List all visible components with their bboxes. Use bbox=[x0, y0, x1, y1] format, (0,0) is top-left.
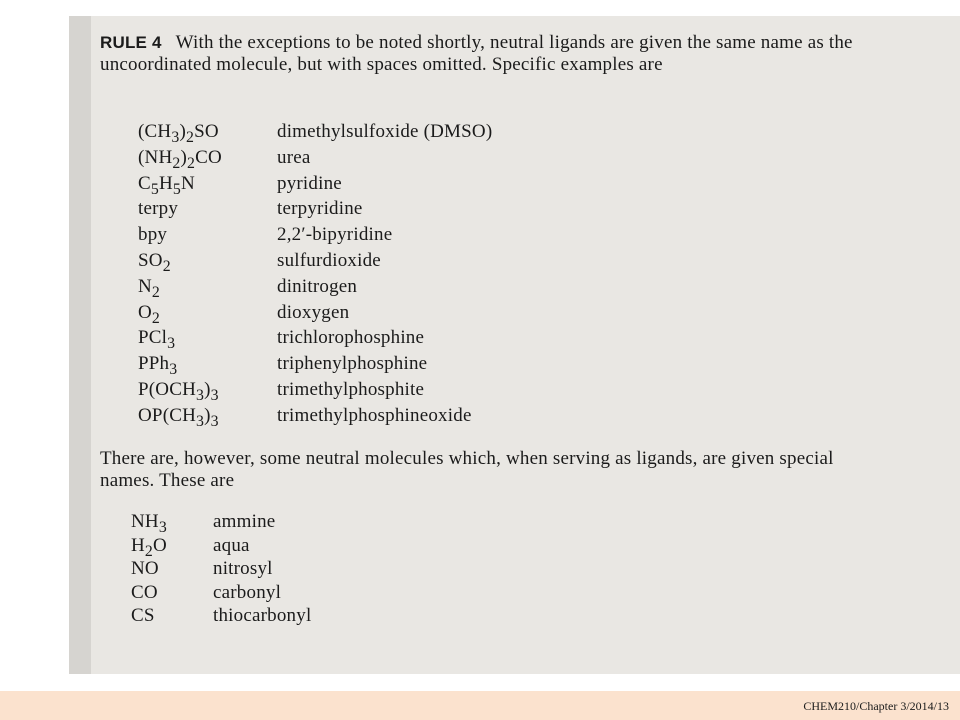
ligand-name: sulfurdioxide bbox=[277, 250, 381, 271]
special-name: carbonyl bbox=[213, 581, 282, 603]
ligand-formula: $O_2$ bbox=[138, 301, 161, 327]
example-row bbox=[138, 301, 738, 325]
ligand-name: terpyridine bbox=[277, 198, 363, 220]
example-row bbox=[138, 352, 738, 376]
example-row bbox=[138, 378, 738, 402]
example-row bbox=[138, 404, 738, 428]
special-formula: CS bbox=[131, 605, 155, 626]
rule-intro: With the exceptions to be noted shortly, neutral ligands are given the same name as the uncoordinated molecule, but with spaces omitted. Specific examples are bbox=[100, 32, 853, 75]
special-intro: There are, however, some neutral molecules which, when serving as ligands, are given special names. These are bbox=[100, 448, 834, 491]
example-row bbox=[138, 249, 738, 273]
special-row bbox=[131, 510, 731, 534]
special-name: nitrosyl bbox=[213, 558, 273, 579]
ligand-name: urea bbox=[277, 146, 311, 168]
scanned-textbook-page bbox=[69, 16, 960, 674]
ligand-formula: bpy bbox=[138, 224, 168, 246]
special-name: ammine bbox=[213, 511, 276, 532]
ligand-formula: $N_2$ bbox=[138, 275, 161, 301]
ligand-name: triphenylphosphine bbox=[277, 353, 428, 375]
special-formula: $NH_3$ bbox=[131, 511, 167, 536]
ligand-formula: $C_5H_5N$ bbox=[138, 172, 195, 198]
ligand-name: pyridine bbox=[277, 172, 342, 194]
example-row bbox=[138, 146, 738, 170]
ligand-formula: terpy bbox=[138, 198, 179, 220]
special-row bbox=[131, 604, 731, 628]
special-name: thiocarbonyl bbox=[213, 605, 312, 626]
special-formula: CO bbox=[131, 581, 158, 603]
ligand-formula: PCl$_3$ bbox=[138, 327, 176, 353]
example-row bbox=[138, 120, 738, 144]
ligand-formula: $(NH_2)_2CO$ bbox=[138, 146, 222, 172]
special-row bbox=[131, 581, 731, 605]
ligand-name: 2,2′-bipyridine bbox=[277, 224, 393, 246]
ligand-formula: $OP(CH_3)_3$ bbox=[138, 404, 219, 430]
ligand-name: dinitrogen bbox=[277, 275, 358, 297]
ligand-formula: $SO_2$ bbox=[138, 250, 171, 275]
ligand-formula: PPh$_3$ bbox=[138, 353, 178, 378]
rule-paragraph bbox=[100, 32, 870, 76]
special-formula: $H_2O$ bbox=[131, 534, 167, 560]
special-row bbox=[131, 534, 731, 558]
ligand-formula: $P(OCH_3)_3$ bbox=[138, 379, 219, 404]
page-text-area bbox=[69, 16, 960, 674]
example-row bbox=[138, 223, 738, 247]
rule-label: RULE 4 bbox=[100, 33, 162, 52]
special-row bbox=[131, 557, 731, 581]
ligand-name: trimethylphosphite bbox=[277, 379, 425, 400]
footer-text: CHEM210/Chapter 3/2014/13 bbox=[803, 699, 949, 713]
footer-band bbox=[0, 691, 960, 720]
ligand-name: dioxygen bbox=[277, 301, 350, 323]
example-row bbox=[138, 275, 738, 299]
example-row bbox=[138, 172, 738, 196]
ligand-name: dimethylsulfoxide (DMSO) bbox=[277, 121, 493, 142]
special-formula: NO bbox=[131, 558, 159, 579]
example-row bbox=[138, 326, 738, 353]
example-row bbox=[138, 197, 738, 221]
special-name: aqua bbox=[213, 534, 250, 556]
ligand-name: trichlorophosphine bbox=[277, 327, 425, 349]
ligand-formula: $(CH_3)_2SO$ bbox=[138, 121, 219, 146]
ligand-name: trimethylphosphineoxide bbox=[277, 404, 472, 426]
